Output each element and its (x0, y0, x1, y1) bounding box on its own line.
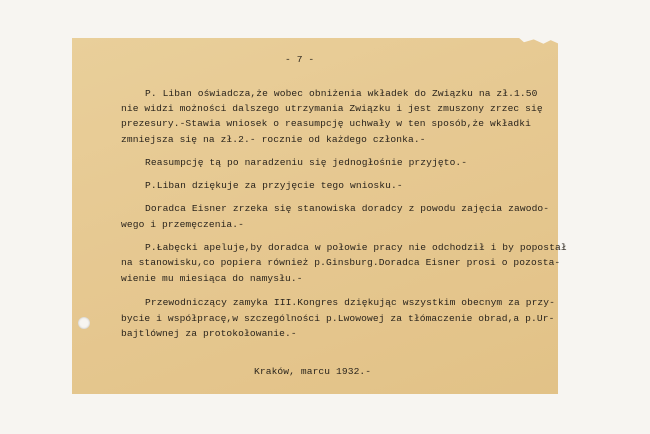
text-line: bajtlównej za protokołowanie.- (121, 328, 297, 339)
text-line: Reasumpcję tą po naradzeniu się jednogłośnie przyjęto.- (145, 157, 468, 168)
text-line: Doradca Eisner zrzeka się stanowiska doradcy z powodu zajęcia zawodo- (145, 203, 550, 214)
text-line: bycie i współpracę,w szczególności p.Lwowowej za tłómaczenie obrad,a p.Ur- (121, 313, 555, 324)
closing-date: Kraków, marcu 1932.- (254, 366, 372, 377)
text-line: prezesury.-Stawia wniosek o reasumpcję uchwały w ten sposób,że wkładki (121, 118, 532, 129)
punch-hole (78, 317, 90, 329)
text-line: Przewodniczący zamyka III.Kongres dziękując wszystkim obecnym za przy- (145, 297, 556, 308)
text-line: P. Liban oświadcza,że wobec obniżenia wkładek do Związku na zł.1.50 (145, 88, 538, 99)
text-line: P.Łabęcki apeluje,by doradca w połowie pracy nie odchodził i by popostał (145, 242, 567, 253)
text-line: P.Liban dziękuje za przyjęcie tego wniosku.- (145, 180, 403, 191)
text-line: nie widzi możności dalszego utrzymania Związku i jest zmuszony zrzec się (121, 103, 543, 114)
text-line: zmniejsza się na zł.2.- rocznie od każdego członka.- (121, 134, 426, 145)
text-line: wienie mu miesiąca do namysłu.- (121, 273, 303, 284)
text-line: wego i przemęczenia.- (121, 219, 245, 230)
page-number: - 7 - (285, 54, 315, 65)
text-line: na stanowisku,co popiera również p.Ginsburg.Doradca Eisner prosi o pozosta- (121, 257, 561, 268)
